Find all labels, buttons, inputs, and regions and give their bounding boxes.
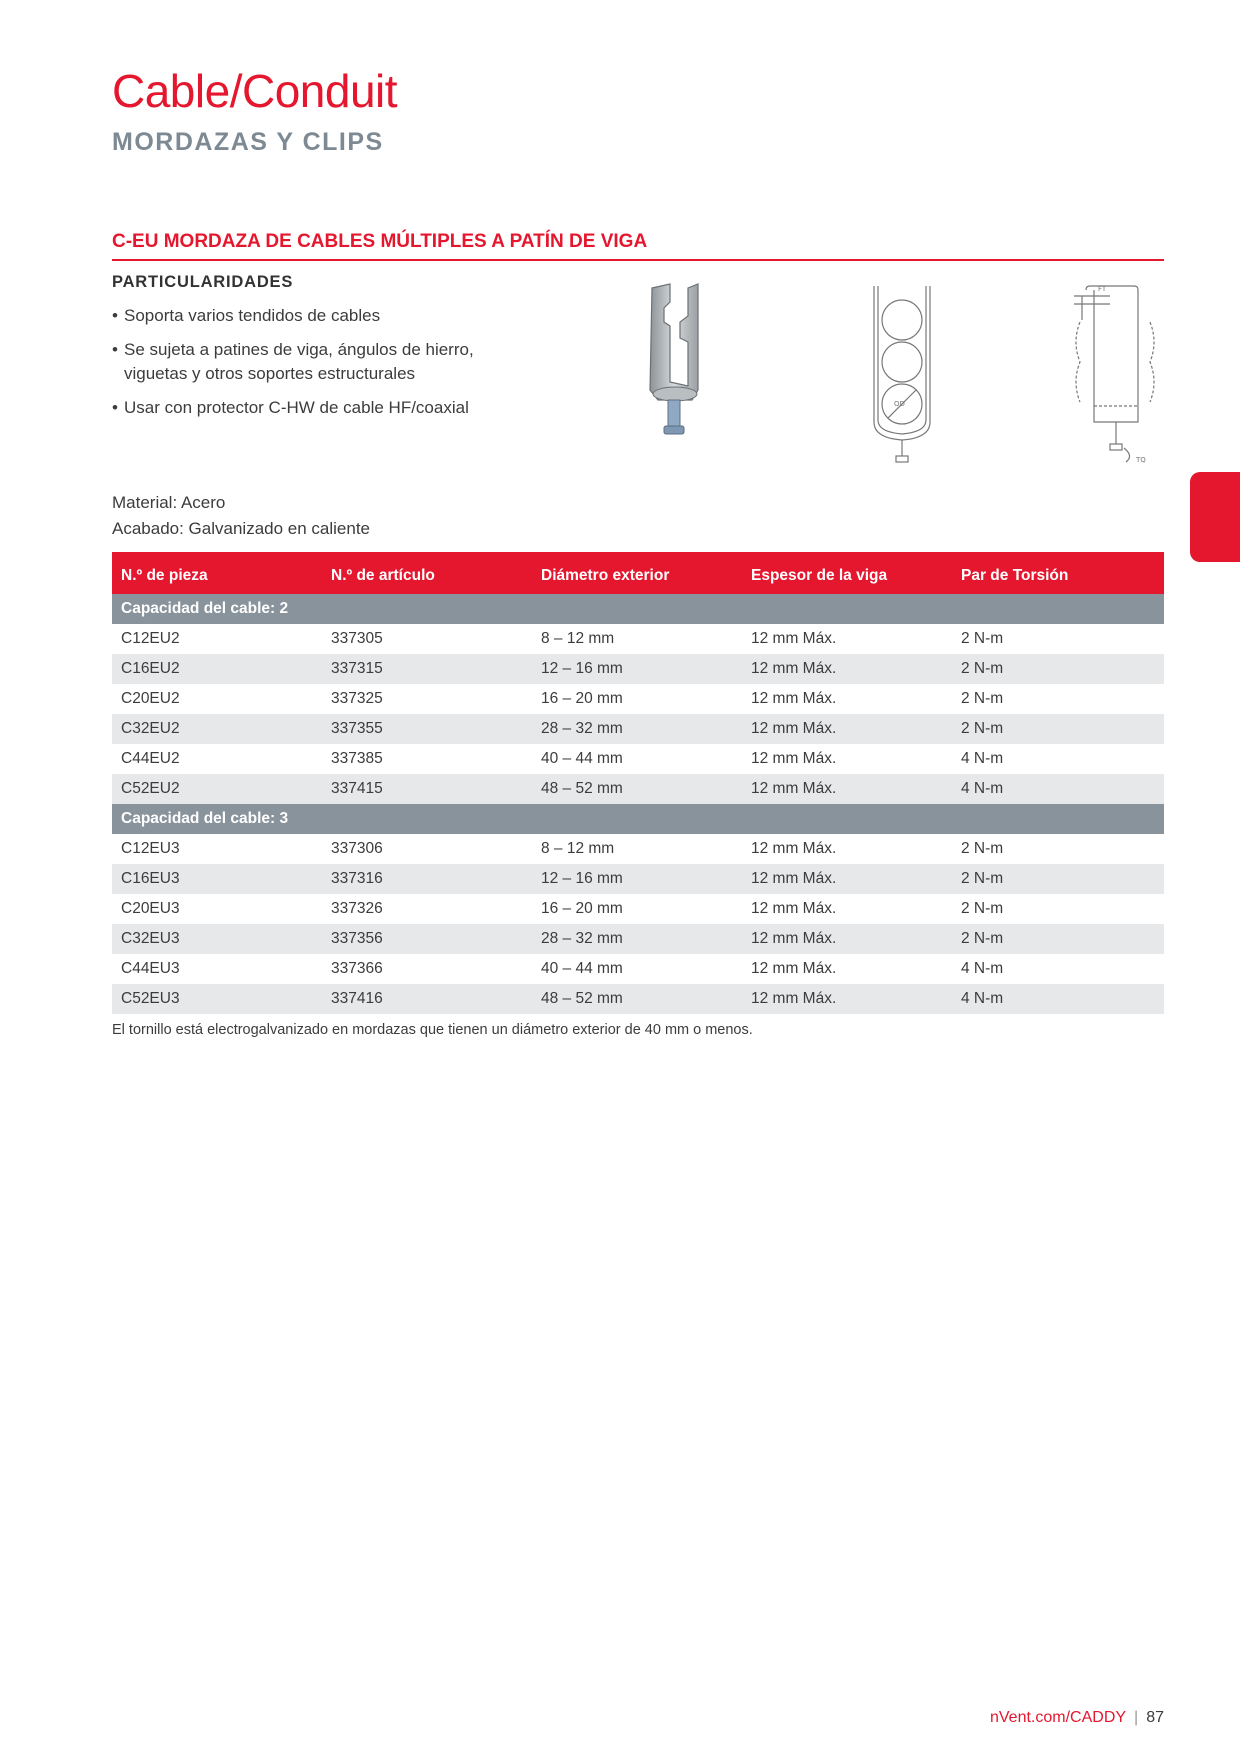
table-cell: 337306	[331, 840, 383, 857]
table-cell: 28 – 32 mm	[532, 924, 742, 954]
page-subtitle: MORDAZAS Y CLIPS	[112, 128, 384, 156]
table-cell: 12 – 16 mm	[532, 654, 742, 684]
table-row	[112, 744, 1164, 774]
table-cell: 337305	[331, 630, 383, 647]
feature-item: • Soporta varios tendidos de cables	[112, 304, 532, 328]
table-cell: 12 mm Máx.	[751, 900, 837, 917]
side-view-drawing	[1070, 282, 1160, 472]
table-cell: C32EU2	[112, 714, 322, 744]
page-title: Cable/Conduit	[112, 65, 398, 117]
ft-label: FT	[1098, 285, 1107, 293]
table-cell: C16EU3	[112, 864, 322, 894]
table-row	[112, 624, 1164, 654]
table-cell: 12 mm Máx.	[751, 840, 837, 857]
table-row	[112, 864, 1164, 894]
material-info	[112, 490, 370, 542]
table-cell: 48 – 52 mm	[532, 984, 742, 1014]
table-cell: 12 mm Máx.	[751, 690, 837, 707]
tq-label: TQ	[1136, 456, 1146, 464]
table-cell: 2 N-m	[961, 690, 1004, 707]
table-cell: 2 N-m	[961, 840, 1004, 857]
table-row	[112, 924, 1164, 954]
table-cell: 16 – 20 mm	[541, 900, 623, 917]
group-label: Capacidad del cable: 2	[112, 594, 1164, 624]
table-cell: 12 mm Máx.	[751, 630, 837, 647]
table-row	[112, 834, 1164, 864]
table-cell: 2 N-m	[961, 900, 1004, 917]
table-body	[112, 594, 1164, 1014]
table-cell: C44EU3	[121, 960, 180, 977]
table-cell: 337416	[322, 984, 532, 1014]
footnote: El tornillo está electrogalvanizado en mordazas que tienen un diámetro exterior de 40 mm o menos.	[112, 1022, 753, 1038]
table-row	[112, 774, 1164, 804]
table-cell: C16EU2	[112, 654, 322, 684]
table-cell: 48 – 52 mm	[532, 774, 742, 804]
table-cell: 337326	[331, 900, 383, 917]
table-cell: 2 N-m	[952, 864, 1164, 894]
col-header-part: N.º de pieza	[112, 552, 322, 594]
table-cell: C44EU2	[121, 750, 180, 767]
table-cell: 2 N-m	[952, 714, 1164, 744]
table-cell: 12 – 16 mm	[532, 864, 742, 894]
table-cell: 337356	[322, 924, 532, 954]
spec-table	[112, 552, 1164, 1014]
page-number: 87	[1146, 1709, 1164, 1726]
table-cell: 12 mm Máx.	[742, 774, 952, 804]
table-cell: 2 N-m	[961, 630, 1004, 647]
table-cell: C20EU3	[121, 900, 180, 917]
table-cell: 337325	[331, 690, 383, 707]
table-row	[112, 894, 1164, 924]
table-cell: 12 mm Máx.	[742, 924, 952, 954]
group-label: Capacidad del cable: 3	[112, 804, 1164, 834]
table-group-row	[112, 804, 1164, 834]
table-cell: 40 – 44 mm	[541, 960, 623, 977]
finish-line: Acabado: Galvanizado en caliente	[112, 519, 371, 538]
table-cell: 337366	[331, 960, 383, 977]
col-header-article: N.º de artículo	[322, 552, 532, 594]
table-cell: C52EU3	[112, 984, 322, 1014]
product-photo	[640, 282, 720, 452]
table-cell: 337415	[322, 774, 532, 804]
table-cell: 4 N-m	[952, 774, 1164, 804]
table-cell: 12 mm Máx.	[751, 750, 837, 767]
table-cell: C52EU2	[112, 774, 322, 804]
table-cell: 4 N-m	[961, 960, 1004, 977]
feature-item: • Usar con protector C-HW de cable HF/coaxial	[112, 396, 532, 420]
table-cell: 337385	[331, 750, 383, 767]
table-row	[112, 984, 1164, 1014]
footer-site: nVent.com/CADDY	[989, 1709, 1127, 1726]
table-cell: 40 – 44 mm	[541, 750, 623, 767]
table-row	[112, 684, 1164, 714]
table-cell: 12 mm Máx.	[742, 714, 952, 744]
page-footer: nVent.com/CADDY | 87	[989, 1709, 1164, 1726]
table-cell: 337315	[322, 654, 532, 684]
table-cell: 12 mm Máx.	[742, 984, 952, 1014]
table-cell: 2 N-m	[952, 654, 1164, 684]
table-cell: C32EU3	[112, 924, 322, 954]
section-tab	[1190, 472, 1240, 562]
od-label: OD	[894, 400, 905, 408]
table-cell: 12 mm Máx.	[742, 864, 952, 894]
col-header-diameter: Diámetro exterior	[532, 552, 742, 594]
table-cell: C12EU2	[121, 630, 180, 647]
features-heading: PARTICULARIDADES	[112, 273, 294, 291]
section-heading: C-EU MORDAZA DE CABLES MÚLTIPLES A PATÍN DE VIGA	[112, 231, 1164, 261]
table-row	[112, 714, 1164, 744]
table-row	[112, 654, 1164, 684]
table-header-row	[112, 552, 1164, 594]
table-cell: 28 – 32 mm	[532, 714, 742, 744]
table-cell: 4 N-m	[952, 984, 1164, 1014]
table-cell: C20EU2	[121, 690, 180, 707]
front-view-drawing	[868, 282, 938, 472]
table-cell: 4 N-m	[961, 750, 1004, 767]
table-cell: 8 – 12 mm	[541, 840, 615, 857]
features-list	[112, 304, 532, 430]
table-cell: 12 mm Máx.	[742, 654, 952, 684]
material-line: Material: Acero	[112, 493, 226, 512]
table-row	[112, 954, 1164, 984]
table-cell: 8 – 12 mm	[541, 630, 615, 647]
table-cell: 2 N-m	[952, 924, 1164, 954]
table-cell: C12EU3	[121, 840, 180, 857]
feature-item: • Se sujeta a patines de viga, ángulos de hierro, viguetas y otros soportes estructurales	[112, 338, 532, 386]
col-header-torque: Par de Torsión	[952, 552, 1164, 594]
table-cell: 337355	[322, 714, 532, 744]
table-group-row	[112, 594, 1164, 624]
table-cell: 12 mm Máx.	[751, 960, 837, 977]
table-cell: 16 – 20 mm	[541, 690, 623, 707]
table-cell: 337316	[322, 864, 532, 894]
col-header-thickness: Espesor de la viga	[742, 552, 952, 594]
